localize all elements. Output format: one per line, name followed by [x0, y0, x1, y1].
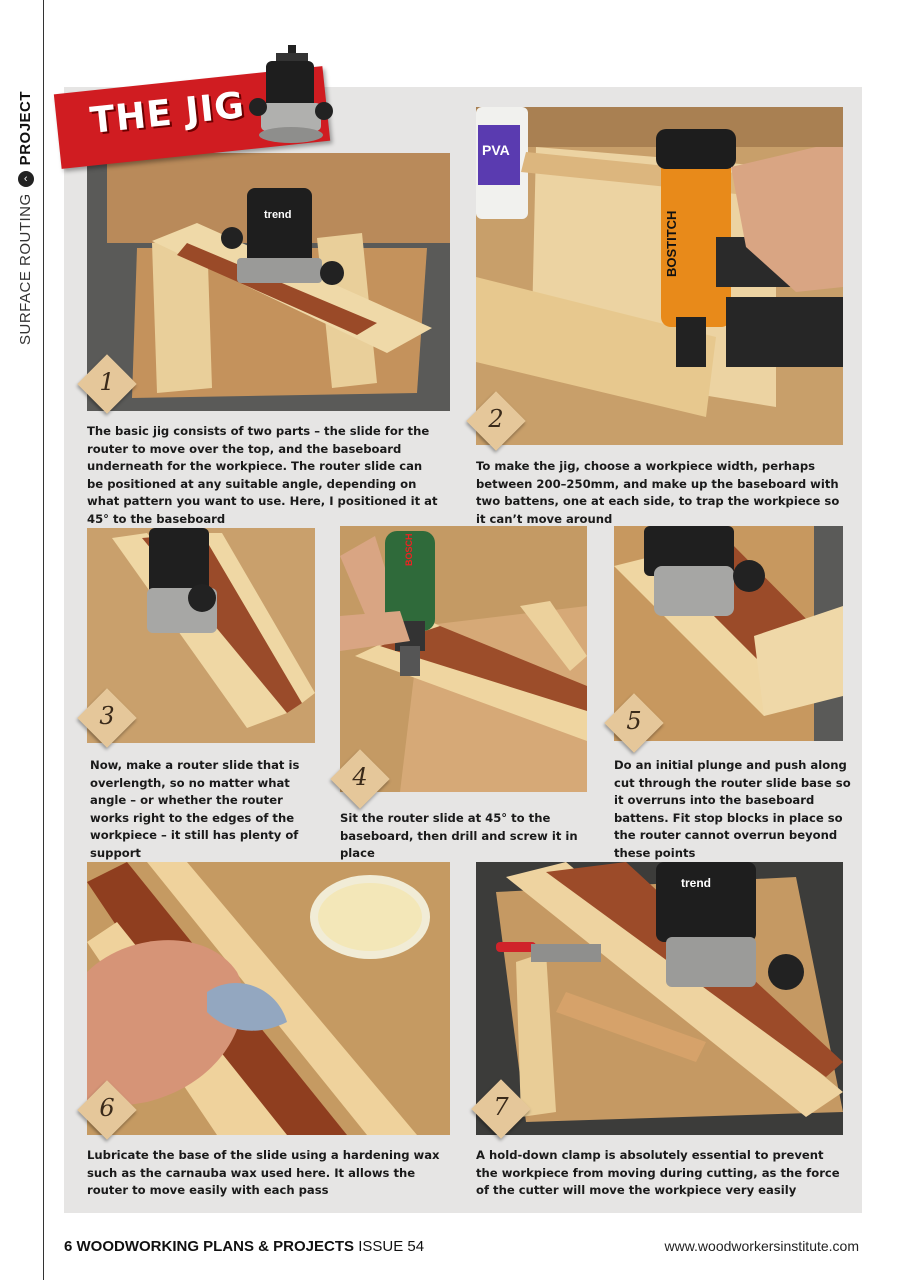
photo-step-4 [340, 526, 587, 792]
step-number-7: 7 [493, 1093, 509, 1121]
router-brand-label: trend [264, 209, 292, 221]
step-number-3: 3 [99, 702, 115, 730]
side-rule [43, 0, 44, 1280]
chevron-icon: ‹ [18, 171, 34, 187]
website-url: www.woodworkersinstitute.com [664, 1238, 859, 1254]
router-icon [246, 45, 336, 145]
section-label [17, 91, 34, 345]
footer-publication [64, 1238, 424, 1255]
step-number-6: 6 [99, 1094, 115, 1122]
photo-step-6 [87, 862, 450, 1135]
caption-step-2: To make the jig, choose a workpiece width, perhaps between 200–250mm, and make up the baseboard with two battens, one at each side, to trap the workpiece so it can’t move around [476, 459, 840, 526]
page-title: THE JIG [88, 85, 247, 142]
page-number: 6 [64, 1238, 73, 1255]
photo-step-1 [87, 153, 450, 411]
caption-step-1: The basic jig consists of two parts – the slide for the router to move over the top, and the baseboard underneath for the workpiece. The router slide can be positioned at any suitable angle, depending on what pattern you want to use. Here, I positioned it at 45° to the baseboard [87, 424, 438, 526]
caption-step-7: A hold-down clamp is absolutely essential to prevent the workpiece from moving during cutting, as the force of the cutter will move the workpiece very easily [476, 1148, 840, 1197]
step-number-5: 5 [626, 707, 642, 735]
issue-number: ISSUE 54 [358, 1238, 425, 1255]
glue-label: PVA [482, 142, 510, 158]
publication-name: WOODWORKING PLANS & PROJECTS [76, 1238, 355, 1255]
drill-brand-label: BOSCH [404, 533, 414, 566]
step-number-2: 2 [488, 405, 504, 433]
caption-step-4: Sit the router slide at 45° to the baseboard, then drill and screw it in place [340, 811, 578, 860]
router-brand-label-7: trend [681, 876, 711, 890]
category-name: PROJECT [17, 90, 34, 166]
section-name: SURFACE ROUTING [17, 193, 34, 345]
nailer-brand-label: BOSTITCH [664, 210, 679, 277]
caption-step-3: Now, make a router slide that is overlength, so no matter what angle – or whether the router works right to the edges of the workpiece – it still has plenty of support [90, 758, 300, 860]
step-number-4: 4 [352, 763, 368, 791]
photo-step-7 [476, 862, 843, 1135]
step-number-1: 1 [99, 368, 115, 396]
caption-step-5: Do an initial plunge and push along cut through the router slide base so it overruns into the baseboard battens. Fit stop blocks in place so the router cannot overrun beyond these points [614, 758, 851, 860]
photo-step-2 [476, 107, 843, 445]
caption-step-6: Lubricate the base of the slide using a hardening wax such as the carnauba wax used here. It allows the router to move easily with each pass [87, 1148, 440, 1197]
